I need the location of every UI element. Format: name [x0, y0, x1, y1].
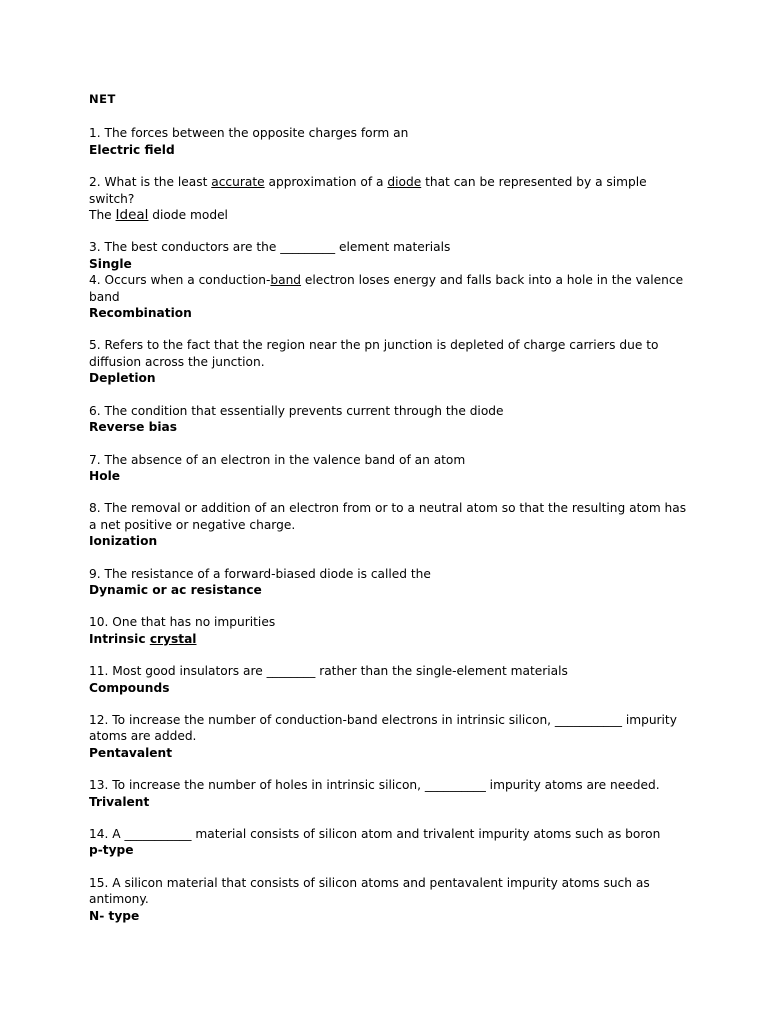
question-text: 3. The best conductors are the _________ element materials [89, 240, 451, 255]
question-text: 12. To increase the number of conduction-band electrons in intrinsic silicon, ___________ impurity atoms are added. [89, 712, 677, 744]
qa-item-4 [89, 272, 689, 321]
answer-3 [89, 256, 689, 272]
question-text: 11. Most good insulators are ________ rather than the single-element materials [89, 664, 568, 679]
question-text: 4. Occurs when a conduction- [89, 273, 271, 288]
question-text: 9. The resistance of a forward-biased diode is called the [89, 566, 431, 581]
question-6 [89, 403, 689, 419]
qa-item-3 [89, 239, 689, 272]
answer-text: Single [89, 256, 132, 271]
question-3 [89, 239, 689, 255]
qa-item-11 [89, 663, 689, 696]
answer-9 [89, 582, 689, 598]
question-text: 2. What is the least [89, 175, 212, 190]
question-4 [89, 272, 689, 305]
answer-13 [89, 794, 689, 810]
qa-item-7 [89, 452, 689, 485]
link-band[interactable]: band [270, 273, 302, 288]
question-9 [89, 566, 689, 582]
question-12 [89, 712, 689, 745]
document-body [89, 91, 689, 940]
question-text: 8. The removal or addition of an electron from or to a neutral atom so that the resulting atom has a net positive or negative charge. [89, 501, 687, 532]
answer-text: Depletion [89, 371, 156, 386]
qa-item-9 [89, 566, 689, 599]
link-accurate[interactable]: accurate [211, 175, 265, 190]
answer-text: Trivalent [89, 794, 150, 809]
answer-text: Recombination [89, 306, 192, 321]
qa-item-1 [89, 125, 689, 158]
document-title: NET [89, 92, 116, 106]
answer-text: Intrinsic [89, 631, 150, 646]
answer-text: Reverse bias [89, 420, 178, 435]
question-14 [89, 826, 689, 842]
link-crystal[interactable]: crystal [149, 631, 197, 646]
question-text: 14. A ___________ material consists of silicon atom and trivalent impurity atoms such as boron [89, 827, 661, 841]
answer-text: The [89, 208, 116, 223]
answer-text: Ionization [89, 534, 158, 549]
question-5 [89, 337, 689, 370]
qa-item-14 [89, 826, 689, 859]
answer-8 [89, 533, 689, 549]
answer-10 [89, 631, 689, 647]
link-ideal[interactable]: Ideal [115, 207, 149, 224]
answer-text: Dynamic or ac resistance [89, 582, 262, 597]
answer-12 [89, 745, 689, 761]
question-text: 7. The absence of an electron in the valence band of an atom [89, 452, 466, 467]
answer-5 [89, 370, 689, 386]
answer-11 [89, 680, 689, 696]
question-2 [89, 174, 689, 207]
question-text: 6. The condition that essentially prevents current through the diode [89, 403, 504, 418]
question-1 [89, 125, 689, 141]
question-8 [89, 500, 689, 533]
answer-4 [89, 305, 689, 321]
qa-item-12 [89, 712, 689, 761]
answer-1 [89, 142, 689, 158]
question-text: 15. A silicon material that consists of silicon atoms and pentavalent impurity atoms such as antimony. [89, 875, 650, 907]
answer-14 [89, 842, 689, 858]
question-text: 5. Refers to the fact that the region near the pn junction is depleted of charge carriers due to diffusion across the junction. [89, 338, 659, 369]
qa-item-2 [89, 174, 689, 223]
answer-text: diode model [148, 208, 228, 223]
answer-text: Electric field [89, 142, 175, 157]
qa-item-5 [89, 337, 689, 386]
question-text: approximation of a [264, 175, 388, 190]
question-7 [89, 452, 689, 468]
answer-15 [89, 908, 689, 924]
answer-2 [89, 207, 689, 223]
qa-item-8 [89, 500, 689, 549]
question-13 [89, 777, 689, 793]
answer-7 [89, 468, 689, 484]
answer-text: p-type [89, 843, 134, 858]
answer-6 [89, 419, 689, 435]
qa-item-13 [89, 777, 689, 810]
link-diode[interactable]: diode [387, 175, 422, 190]
question-10 [89, 614, 689, 630]
question-11 [89, 663, 689, 679]
qa-item-15 [89, 875, 689, 924]
question-text: 10. One that has no impurities [89, 615, 276, 630]
answer-text: Pentavalent [89, 745, 173, 760]
answer-text: Compounds [89, 680, 170, 695]
question-text: that can be represented by a simple switch? [89, 175, 647, 206]
question-text: electron loses energy and falls back into a hole in the valence band [89, 273, 684, 304]
answer-text: Hole [89, 468, 121, 483]
question-15 [89, 875, 689, 908]
answer-text: N- type [89, 908, 140, 923]
question-text: 13. To increase the number of holes in intrinsic silicon, __________ impurity atoms are needed. [89, 778, 660, 793]
qa-item-10 [89, 614, 689, 647]
qa-item-6 [89, 403, 689, 436]
question-text: 1. The forces between the opposite charges form an [89, 126, 409, 141]
